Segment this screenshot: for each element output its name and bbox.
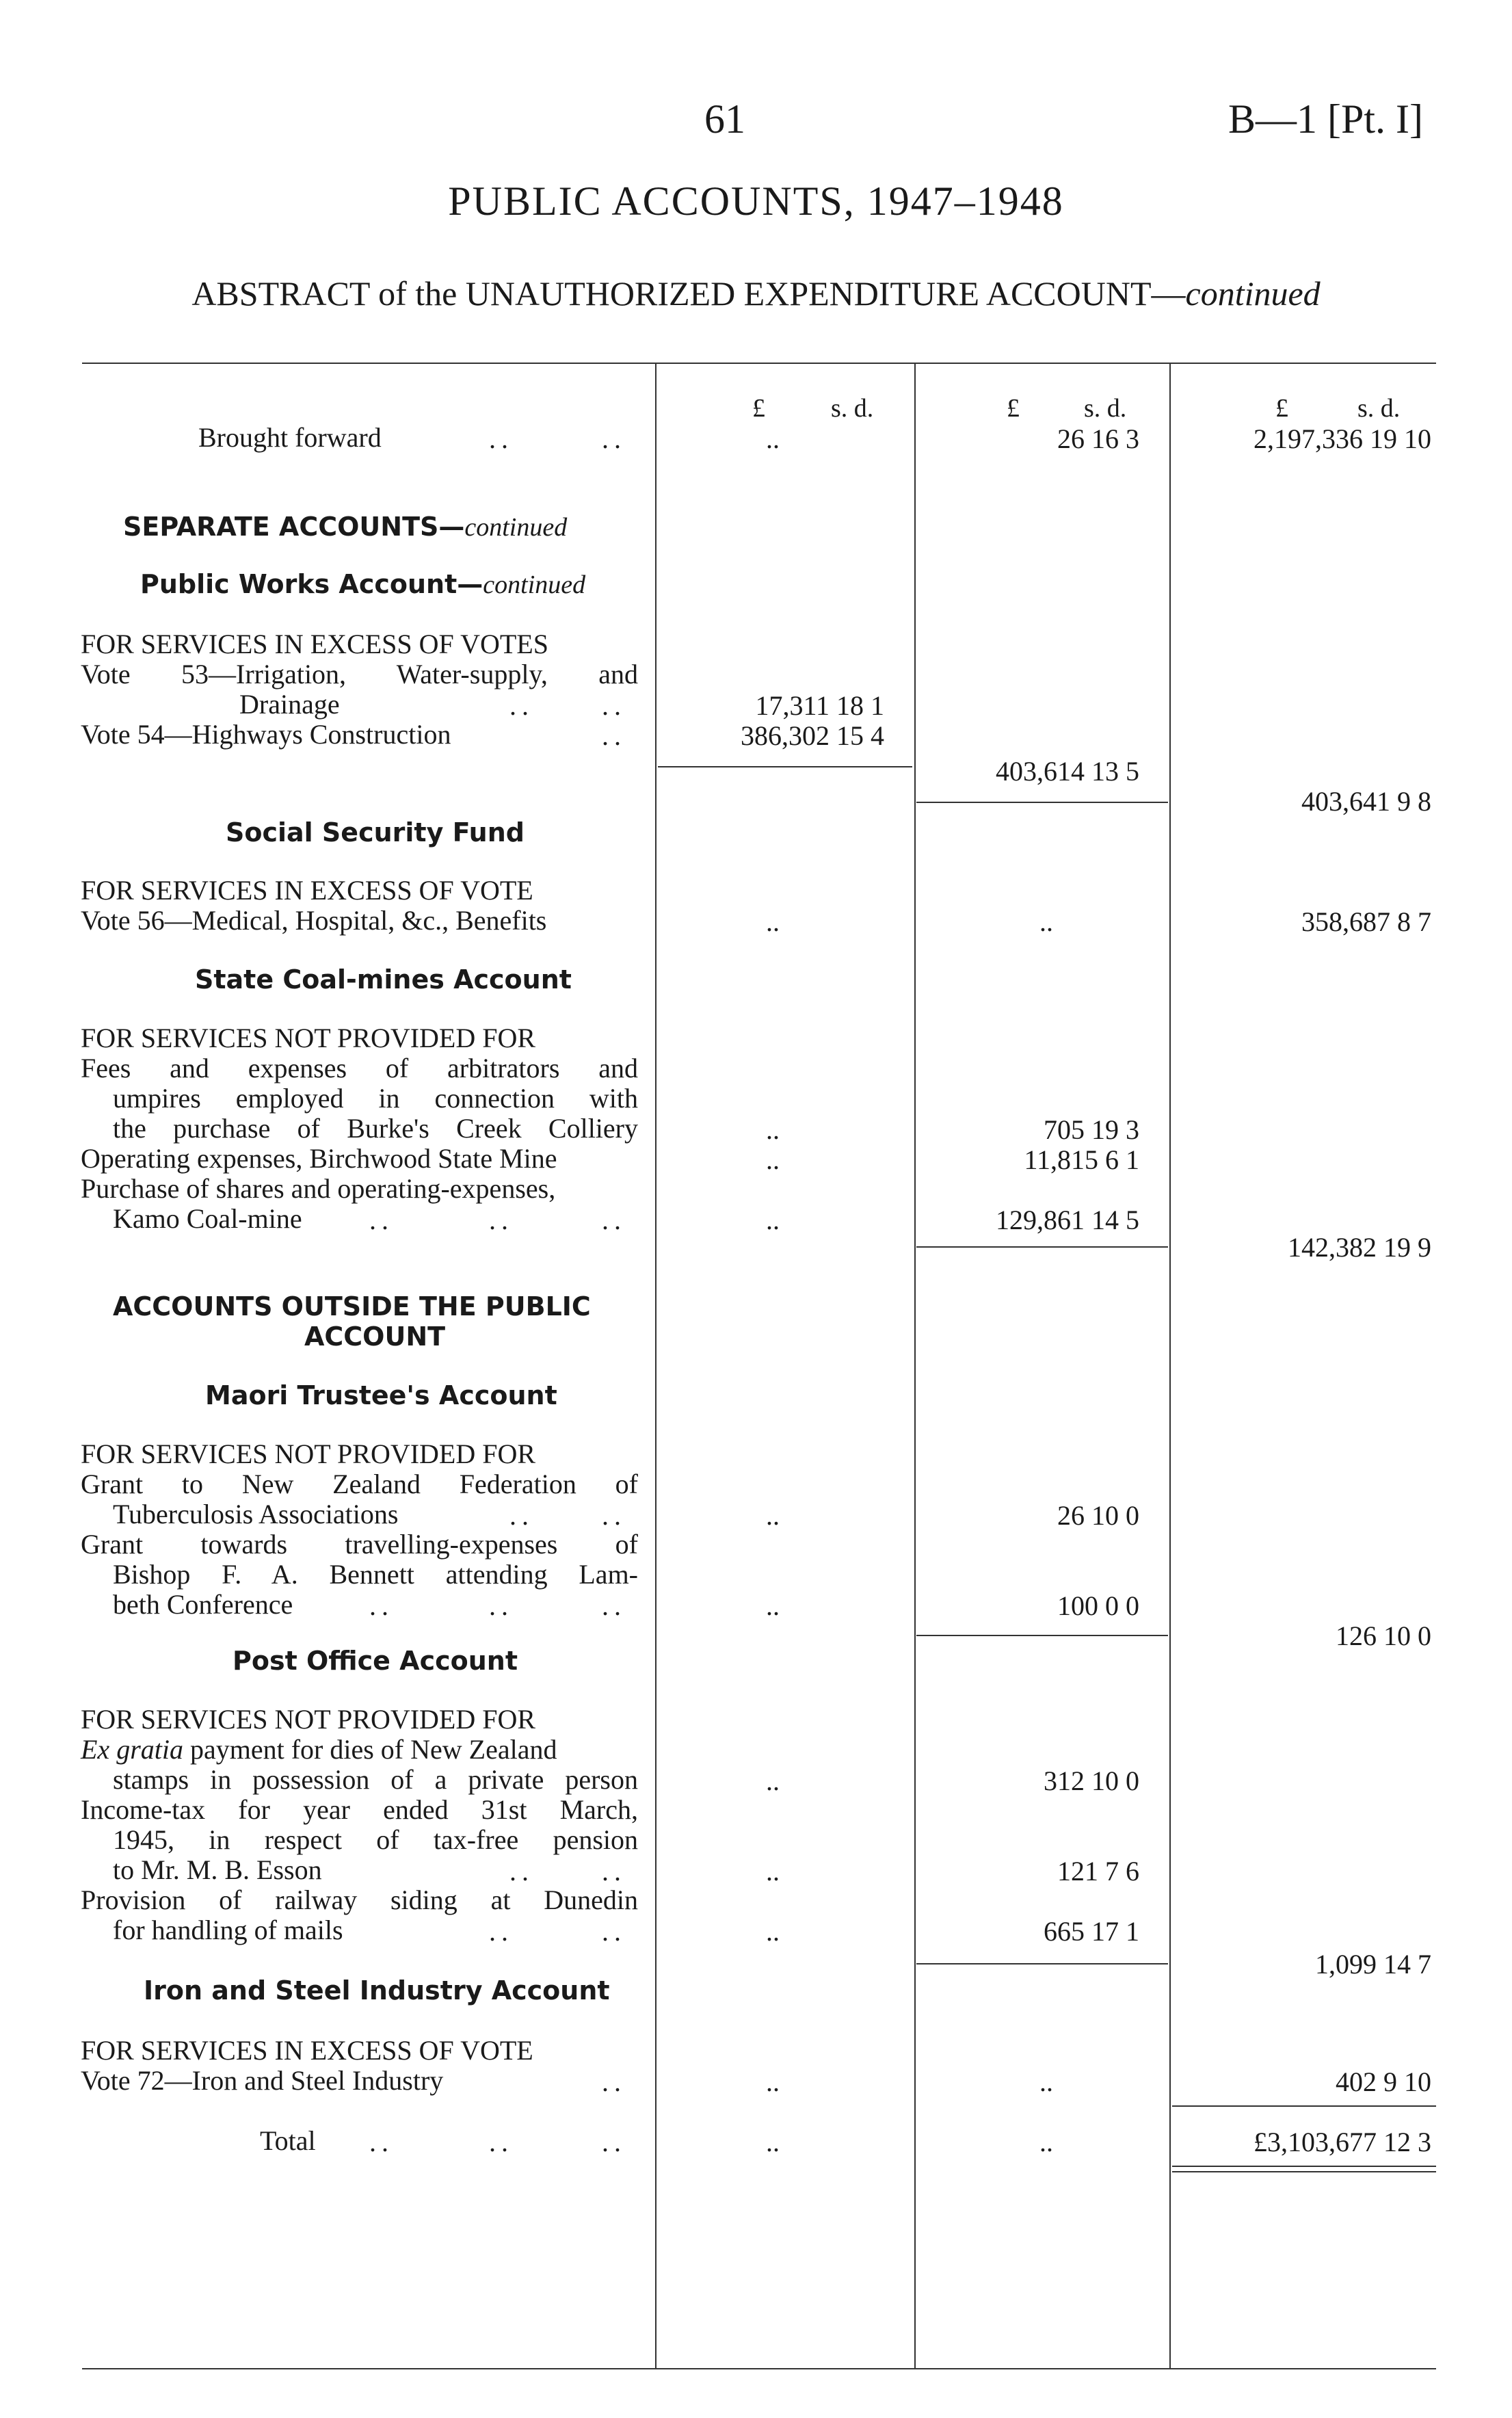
leader-dots: .. <box>509 690 534 721</box>
table-bottom-rule <box>82 2368 1436 2369</box>
leader-dots: .. <box>766 1856 780 1887</box>
coal-item-1-label: Fees and expenses of arbitrators and <box>81 1053 638 1083</box>
vote-72-label: Vote 72—Iron and Steel Industry <box>81 2065 444 2096</box>
subtotal-rule <box>916 1635 1168 1636</box>
grand-total-col2: .. <box>1039 2127 1053 2157</box>
leader-dots: .. <box>602 423 626 454</box>
grand-total-top-rule <box>1172 2105 1436 2107</box>
maori-item-1-amount: 26 10 0 <box>1057 1500 1139 1531</box>
maori-item-2-amount: 100 0 0 <box>1057 1590 1139 1621</box>
iron-steel-total: 402 9 10 <box>1336 2066 1431 2097</box>
vote-53-label-cont: Drainage <box>239 689 340 720</box>
leader-dots: .. <box>489 1916 514 1947</box>
vote-72-col2: .. <box>1039 2066 1053 2097</box>
category-label: FOR SERVICES IN EXCESS OF VOTE <box>81 875 533 906</box>
vote-54-amount: 386,302 15 4 <box>741 720 884 751</box>
separate-accounts-total: 403,641 9 8 <box>1301 786 1431 817</box>
leader-dots: .. <box>369 1590 394 1621</box>
leader-dots: .. <box>602 2066 626 2097</box>
maori-item-2-label-cont: Bishop F. A. Bennett attending Lam- <box>113 1559 638 1590</box>
leader-dots: .. <box>766 1205 780 1235</box>
post-item-2-label-cont: to Mr. M. B. Esson <box>113 1854 322 1885</box>
subheading-social-security: Social Security Fund <box>226 817 525 847</box>
maori-item-1-label-cont: Tuberculosis Associations <box>113 1499 399 1529</box>
post-item-2-label-cont: 1945, in respect of tax-free pension <box>113 1824 638 1855</box>
post-item-2-amount: 121 7 6 <box>1057 1856 1139 1887</box>
leader-dots: .. <box>602 690 626 721</box>
page-number: 61 <box>704 96 745 142</box>
coal-item-3-amount: 129,861 14 5 <box>996 1205 1139 1235</box>
grand-total-label: Total <box>260 2125 316 2156</box>
coal-item-1-label-cont: umpires employed in connection with <box>113 1083 638 1114</box>
leader-dots: .. <box>602 1590 626 1621</box>
vote-53-amount: 17,311 18 1 <box>755 690 884 721</box>
ex-gratia-italic: Ex gratia <box>81 1734 183 1765</box>
vote-56-col2: .. <box>1039 906 1053 937</box>
leader-dots: .. <box>489 1590 514 1621</box>
public-works-subtotal: 403,614 13 5 <box>996 756 1139 787</box>
social-security-total: 358,687 8 7 <box>1301 906 1431 937</box>
grand-total-amount: £3,103,677 12 3 <box>1254 2127 1431 2157</box>
subheading-maori-trustee: Maori Trustee's Account <box>205 1380 557 1410</box>
leader-dots: .. <box>766 1114 780 1145</box>
leader-dots: .. <box>766 1916 780 1947</box>
heading-continued: continued <box>483 570 586 599</box>
table-top-rule <box>82 363 1436 364</box>
post-item-2-label: Income-tax for year ended 31st March, <box>81 1794 638 1825</box>
brought-forward-col2: 26 16 3 <box>1057 423 1139 454</box>
column-divider-3 <box>1169 364 1171 2368</box>
subtotal-rule <box>916 802 1168 803</box>
col3-sd-header: s. d. <box>1357 394 1401 423</box>
col3-pound-header: £ <box>1275 394 1288 423</box>
brought-forward-col3: 2,197,336 19 10 <box>1254 423 1431 454</box>
page-subtitle <box>0 274 1512 313</box>
post-item-1-text: payment for dies of New Zealand <box>183 1734 557 1765</box>
leader-dots: .. <box>489 423 514 454</box>
col2-pound-header: £ <box>1007 394 1020 423</box>
maori-trustee-total: 126 10 0 <box>1336 1620 1431 1651</box>
leader-dots: .. <box>602 1916 626 1947</box>
subtitle-main: ABSTRACT of the UNAUTHORIZED EXPENDITURE ACCOUNT— <box>191 274 1186 313</box>
category-label: FOR SERVICES IN EXCESS OF VOTES <box>81 629 548 659</box>
subheading-post-office: Post Office Account <box>233 1646 518 1676</box>
coal-item-3-label-cont: Kamo Coal-mine <box>113 1203 302 1234</box>
section-heading-separate-accounts <box>123 512 567 542</box>
post-item-1-label-cont: stamps in possession of a private person <box>113 1764 638 1795</box>
post-item-1-label <box>81 1735 557 1765</box>
section-heading-outside-public-account: ACCOUNTS OUTSIDE THE PUBLIC <box>113 1291 591 1322</box>
leader-dots: .. <box>602 1205 626 1235</box>
category-label: FOR SERVICES NOT PROVIDED FOR <box>81 1438 536 1469</box>
coal-item-1-label-cont: the purchase of Burke's Creek Colliery <box>113 1113 638 1144</box>
leader-dots: .. <box>602 1500 626 1531</box>
maori-item-2-label: Grant towards travelling-expenses of <box>81 1529 638 1560</box>
post-office-total: 1,099 14 7 <box>1315 1949 1431 1980</box>
subtotal-rule <box>916 1246 1168 1248</box>
post-item-3-amount: 665 17 1 <box>1044 1916 1139 1947</box>
coal-item-1-amount: 705 19 3 <box>1044 1114 1139 1145</box>
page-title: PUBLIC ACCOUNTS, 1947–1948 <box>448 179 1064 224</box>
post-item-1-amount: 312 10 0 <box>1044 1765 1139 1796</box>
vote-56-label: Vote 56—Medical, Hospital, &c., Benefits <box>81 905 547 936</box>
leader-dots: .. <box>766 1500 780 1531</box>
category-label: FOR SERVICES IN EXCESS OF VOTE <box>81 2035 533 2066</box>
leader-dots: .. <box>489 1205 514 1235</box>
grand-total-double-underline <box>1172 2171 1436 2172</box>
heading-text: Public Works Account— <box>140 569 483 599</box>
section-heading-outside-public-account-cont: ACCOUNT <box>304 1322 446 1352</box>
column-divider-2 <box>914 364 916 2368</box>
column-divider-1 <box>655 364 656 2368</box>
state-coal-mines-total: 142,382 19 9 <box>1288 1232 1431 1263</box>
vote-56-col1: .. <box>766 906 780 937</box>
coal-item-3-label: Purchase of shares and operating-expenses, <box>81 1173 556 1204</box>
brought-forward-label: Brought forward <box>198 422 382 453</box>
subtotal-rule <box>916 1963 1168 1964</box>
post-item-3-label: Provision of railway siding at Dunedin <box>81 1884 638 1915</box>
category-label: FOR SERVICES NOT PROVIDED FOR <box>81 1704 536 1735</box>
grand-total-underline <box>1172 2166 1436 2167</box>
document-code: B—1 [Pt. I] <box>1228 96 1423 142</box>
leader-dots: .. <box>509 1856 534 1887</box>
category-label: FOR SERVICES NOT PROVIDED FOR <box>81 1023 536 1053</box>
leader-dots: .. <box>602 720 626 751</box>
col2-sd-header: s. d. <box>1084 394 1127 423</box>
post-item-3-label-cont: for handling of mails <box>113 1915 343 1945</box>
subtotal-rule <box>658 766 912 767</box>
leader-dots: .. <box>766 1144 780 1175</box>
coal-item-2-amount: 11,815 6 1 <box>1024 1144 1139 1175</box>
leader-dots: .. <box>602 2127 626 2157</box>
vote-54-label: Vote 54—Highways Construction <box>81 719 451 750</box>
coal-item-2-label: Operating expenses, Birchwood State Mine <box>81 1143 557 1174</box>
leader-dots: .. <box>766 1765 780 1796</box>
col1-pound-header: £ <box>752 394 765 423</box>
leader-dots: .. <box>369 2127 394 2157</box>
maori-item-2-label-cont: beth Conference <box>113 1589 293 1620</box>
grand-total-col1: .. <box>766 2127 780 2157</box>
vote-72-col1: .. <box>766 2066 780 2097</box>
subtitle-continued: continued <box>1185 274 1321 313</box>
col1-sd-header: s. d. <box>831 394 874 423</box>
maori-item-1-label: Grant to New Zealand Federation of <box>81 1469 638 1499</box>
subheading-iron-steel: Iron and Steel Industry Account <box>144 1975 610 2006</box>
leader-dots: .. <box>369 1205 394 1235</box>
heading-text: SEPARATE ACCOUNTS— <box>123 512 465 542</box>
leader-dots: .. <box>766 1590 780 1621</box>
leader-dots: .. <box>509 1500 534 1531</box>
leader-dots: .. <box>489 2127 514 2157</box>
brought-forward-col1: .. <box>766 423 780 454</box>
vote-53-label: Vote 53—Irrigation, Water-supply, and <box>81 659 638 689</box>
leader-dots: .. <box>602 1856 626 1887</box>
subheading-public-works <box>140 569 585 600</box>
heading-continued: continued <box>464 513 568 542</box>
subheading-state-coal-mines: State Coal-mines Account <box>195 964 572 995</box>
